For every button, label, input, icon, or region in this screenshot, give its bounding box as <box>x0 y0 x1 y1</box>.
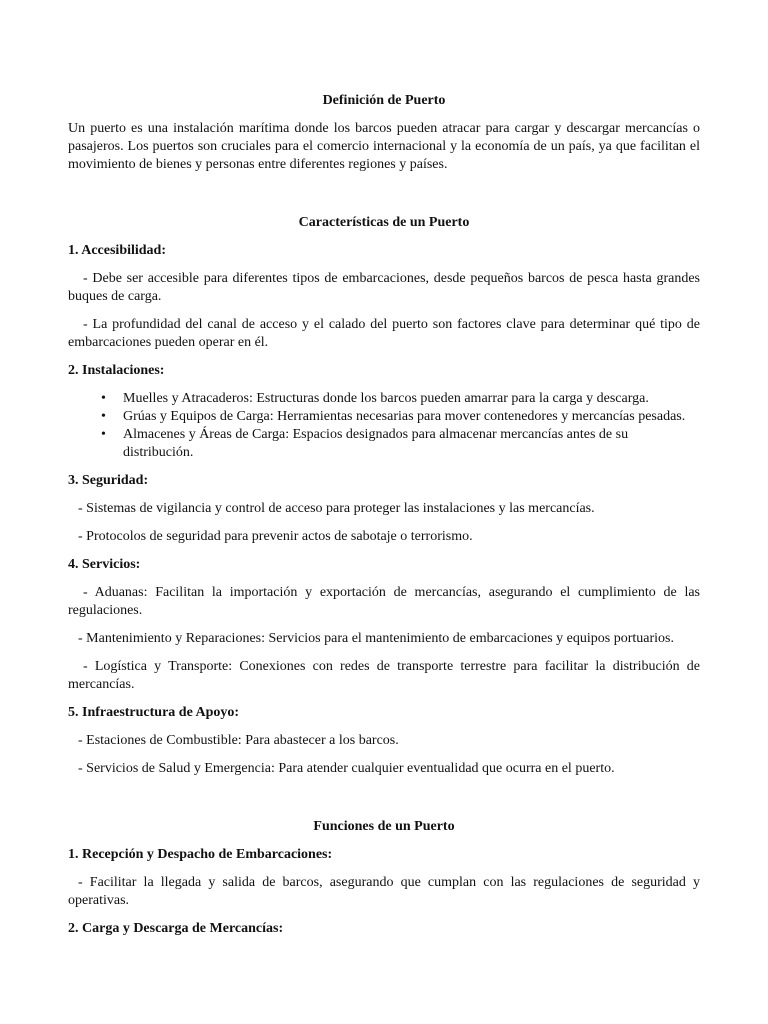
servicios-item: - Aduanas: Facilitan la importación y exportación de mercancías, asegurando el cumplimiento de las regulaciones. <box>68 585 700 618</box>
recepcion-item: - Facilitar la llegada y salida de barcos, asegurando que cumplan con las regulaciones de seguridad y operativas. <box>68 875 700 908</box>
infraestructura-item: - Estaciones de Combustible: Para abastecer a los barcos. <box>78 733 399 748</box>
document-page <box>68 92 700 948</box>
list-item-text: Grúas y Equipos de Carga: Herramientas necesarias para mover contenedores y mercancías pesadas. <box>123 409 686 424</box>
instalaciones-heading: 2. Instalaciones: <box>68 363 165 378</box>
definicion-title: Definición de Puerto <box>322 93 446 108</box>
list-item <box>68 426 700 462</box>
infraestructura-item: - Servicios de Salud y Emergencia: Para atender cualquier eventualidad que ocurra en el puerto. <box>78 761 615 776</box>
accesibilidad-item: - Debe ser accesible para diferentes tipos de embarcaciones, desde pequeños barcos de pesca hasta grandes buques de carga. <box>68 271 700 304</box>
servicios-item: - Logística y Transporte: Conexiones con redes de transporte terrestre para facilitar la distribución de mercancías. <box>68 659 700 692</box>
seguridad-item: - Sistemas de vigilancia y control de acceso para proteger las instalaciones y las mercancías. <box>78 501 595 516</box>
seguridad-heading: 3. Seguridad: <box>68 473 149 488</box>
accesibilidad-heading: 1. Accesibilidad: <box>68 243 167 258</box>
accesibilidad-item: - La profundidad del canal de acceso y el calado del puerto son factores clave para determinar qué tipo de embarcaciones pueden operar en él. <box>68 317 700 350</box>
recepcion-heading: 1. Recepción y Despacho de Embarcaciones: <box>68 847 333 862</box>
section-spacer <box>68 788 700 818</box>
carga-heading: 2. Carga y Descarga de Mercancías: <box>68 921 284 936</box>
servicios-heading: 4. Servicios: <box>68 557 141 572</box>
funciones-title: Funciones de un Puerto <box>313 819 455 834</box>
section-spacer <box>68 184 700 214</box>
list-item <box>68 390 700 408</box>
bullet-icon: • <box>101 409 106 424</box>
list-item-text: Almacenes y Áreas de Carga: Espacios designados para almacenar mercancías antes de su distribución. <box>123 427 629 460</box>
servicios-item: - Mantenimiento y Reparaciones: Servicios para el mantenimiento de embarcaciones y equipos portuarios. <box>78 631 674 646</box>
seguridad-item: - Protocolos de seguridad para prevenir actos de sabotaje o terrorismo. <box>78 529 473 544</box>
caracteristicas-title: Características de un Puerto <box>298 215 470 230</box>
list-item <box>68 408 700 426</box>
infraestructura-heading: 5. Infraestructura de Apoyo: <box>68 705 240 720</box>
list-item-text: Muelles y Atracaderos: Estructuras donde los barcos pueden amarrar para la carga y descarga. <box>123 391 649 406</box>
instalaciones-list <box>68 390 700 462</box>
definicion-paragraph: Un puerto es una instalación marítima donde los barcos pueden atracar para cargar y descargar mercancías o pasajeros. Los puertos son cruciales para el comercio internacional y la economía de un país, ya que facilitan el movimiento de bienes y personas entre diferentes regiones y países. <box>68 121 700 172</box>
bullet-icon: • <box>101 427 106 442</box>
bullet-icon: • <box>101 391 106 406</box>
